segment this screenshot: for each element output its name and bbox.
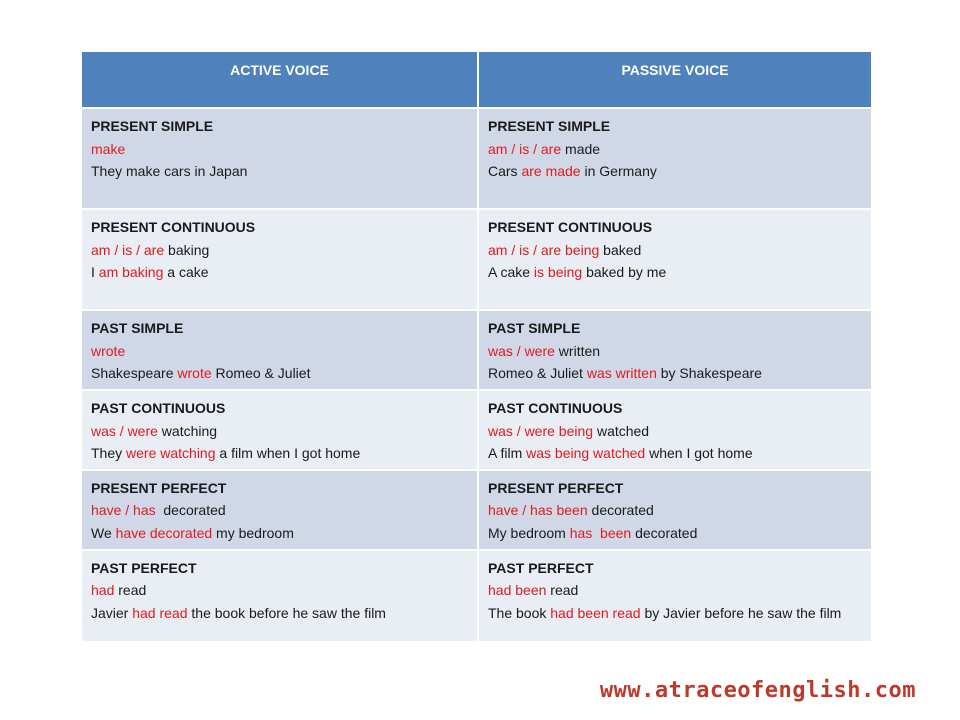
highlighted-text: is being [533,264,583,280]
highlighted-text: had been read [550,604,641,621]
plain-text: Javier [91,604,133,621]
active-voice-cell [81,550,478,642]
plain-text: Romeo & Juliet [488,365,587,381]
plain-text: watched [593,422,650,439]
verb-form [488,420,862,443]
active-voice-cell [81,470,478,550]
highlighted-text: was / were being [488,422,594,439]
example-sentence [488,522,862,545]
tense-name: PRESENT SIMPLE [488,118,611,134]
plain-text: We [91,524,116,541]
highlighted-text: was being watched [526,445,646,461]
plain-text: read [546,582,579,598]
table-row [81,310,872,390]
plain-text: Romeo & Juliet [211,365,311,381]
tense-name: PRESENT SIMPLE [91,118,214,134]
active-voice-cell [81,390,478,470]
voice-table [80,50,873,643]
highlighted-text: are made [521,163,581,179]
tense-name: PAST CONTINUOUS [91,400,226,416]
table-row [81,550,872,642]
header-row [81,51,872,108]
highlighted-text: was / were [91,422,158,439]
tense-name: PRESENT PERFECT [488,479,624,496]
example-sentence [91,602,468,625]
highlighted-text: had been [488,582,547,598]
highlighted-text: make [91,140,126,157]
table-row [81,390,872,470]
table-body [81,108,872,642]
header-active-voice: ACTIVE VOICE [81,51,478,108]
highlighted-text: have / has [91,502,156,518]
passive-voice-cell [478,108,872,209]
plain-text: the book before he saw the film [187,604,386,621]
header-passive-voice: PASSIVE VOICE [478,51,872,108]
passive-voice-cell [478,390,872,470]
highlighted-text: have decorated [115,524,213,541]
plain-text: baking [164,241,210,258]
example-sentence [91,362,468,385]
verb-form [488,340,862,363]
plain-text: made [561,140,601,157]
verb-form [488,579,862,602]
verb-form [488,138,862,161]
active-voice-cell [81,108,478,209]
plain-text: read [114,582,147,598]
passive-voice-cell [478,310,872,390]
tense-name: PAST SIMPLE [91,320,184,336]
plain-text: Cars [488,163,522,179]
website-watermark: www.atraceofenglish.com [599,678,916,703]
plain-text: They make cars in Japan [91,163,248,179]
example-sentence [91,160,468,183]
passive-voice-cell [478,209,872,310]
plain-text: decorated [155,502,226,518]
verb-form [488,239,862,262]
tense-name: PAST CONTINUOUS [488,400,623,416]
tense-name: PRESENT PERFECT [91,479,227,496]
plain-text: Shakespeare [91,365,178,381]
highlighted-text: was written [586,365,657,381]
plain-text: decorated [631,524,698,541]
plain-text: decorated [587,502,654,518]
verb-form [91,420,468,443]
active-voice-cell [81,310,478,390]
plain-text: a film when I got home [215,445,361,461]
plain-text: when I got home [645,445,753,461]
verb-form [91,499,468,522]
tense-name: PRESENT CONTINUOUS [488,219,653,235]
active-voice-cell [81,209,478,310]
tense-name: PRESENT CONTINUOUS [91,219,256,235]
plain-text: baked [599,241,642,258]
table-row [81,108,872,209]
tense-name: PAST SIMPLE [488,320,581,336]
table-row [81,470,872,550]
plain-text: in Germany [580,163,657,179]
highlighted-text: am / is / are being [488,241,600,258]
example-sentence [488,362,862,385]
plain-text: written [554,342,601,359]
verb-form [91,579,468,602]
plain-text: A cake [488,264,534,280]
example-sentence [488,160,862,183]
example-sentence [91,261,468,284]
verb-form [91,239,468,262]
table-row [81,209,872,310]
highlighted-text: were watching [126,445,216,461]
tense-name: PAST PERFECT [488,559,594,576]
plain-text: by Shakespeare [656,365,762,381]
passive-voice-cell [478,470,872,550]
plain-text: by Javier before he saw the film [640,604,842,621]
plain-text: baked by me [582,264,667,280]
verb-form [91,138,468,161]
plain-text: a cake [163,264,209,280]
highlighted-text: am / is / are [91,241,165,258]
plain-text: My bedroom [488,524,570,541]
highlighted-text: wrote [91,342,126,359]
example-sentence [91,522,468,545]
example-sentence [488,261,862,284]
highlighted-text: have / has been [488,502,588,518]
plain-text: I [91,264,99,280]
example-sentence [488,602,862,625]
example-sentence [91,442,468,465]
verb-form [91,340,468,363]
highlighted-text: am / is / are [488,140,562,157]
highlighted-text: was / were [488,342,555,359]
verb-form [488,499,862,522]
highlighted-text: had read [132,604,188,621]
plain-text: A film [488,445,527,461]
plain-text: The book [488,604,551,621]
plain-text: watching [157,422,218,439]
highlighted-text: had [91,582,115,598]
highlighted-text: has been [569,524,632,541]
plain-text: They [91,445,127,461]
highlighted-text: am baking [98,264,164,280]
passive-voice-cell [478,550,872,642]
example-sentence [488,442,862,465]
tense-name: PAST PERFECT [91,559,197,576]
highlighted-text: wrote [177,365,212,381]
plain-text: my bedroom [212,524,294,541]
